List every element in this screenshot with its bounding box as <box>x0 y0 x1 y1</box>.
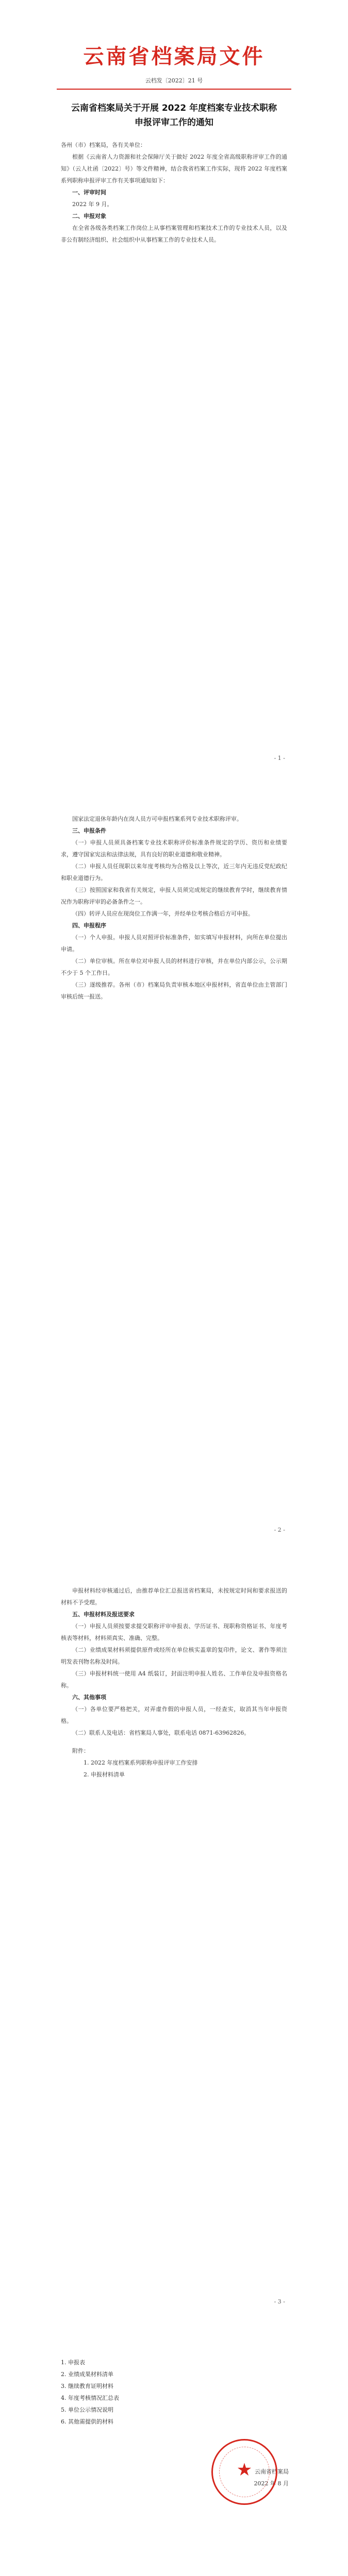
attachment-item: 2. 申报材料清单 <box>84 1771 125 1778</box>
list-item: （一）申报人员须具备档案专业技术职称评价标准条件规定的学历、资历和业绩要求，遵守国家宪法和法律法规，具有良好的职业道德和敬业精神。 <box>61 839 287 858</box>
page-1 <box>0 0 348 772</box>
red-separator-line <box>57 89 291 90</box>
list-item: （三）逐级推荐。各州（市）档案局负责审核本地区申报材料，省直单位由主管部门审核后统一报送。 <box>61 981 287 1000</box>
list-item: （二）业绩成果材料须提供原件或经所在单位核实盖章的复印件，论文、著作等须注明发表刊物名称及时间。 <box>61 1647 287 1665</box>
list-item: 4. 年度考核情况汇总表 <box>61 2395 119 2401</box>
page-2 <box>0 772 348 1544</box>
section-heading: 五、申报材料及报送要求 <box>72 1611 135 1618</box>
section-heading: 三、申报条件 <box>72 827 106 834</box>
salutation: 各州（市）档案局，各有关单位： <box>61 142 146 148</box>
section-heading: 二、申报对象 <box>72 213 106 219</box>
page-3 <box>0 1544 348 2316</box>
list-item: （二）单位审核。所在单位对申报人员的材料进行审核，并在单位内部公示，公示期不少于 5 个工作日。 <box>61 958 287 976</box>
page-number: - 1 - <box>274 755 285 761</box>
paragraph: 国家法定退休年龄内在岗人员方可申报档案系列专业技术职称评审。 <box>72 816 242 822</box>
list-item: （二）申报人员任现职以来年度考核均为合格及以上等次，近三年内无违反党纪政纪和职业道德行为。 <box>61 863 287 882</box>
list-item: 2. 业绩成果材料清单 <box>61 2371 113 2378</box>
masthead: 云南省档案局文件 <box>83 44 265 69</box>
list-item: 6. 其他需提供的材料 <box>61 2418 113 2425</box>
list-item: （二）联系人及电话：省档案局人事处，联系电话 0871-63962826。 <box>72 1730 250 1736</box>
list-item: 5. 单位公示情况说明 <box>61 2406 113 2413</box>
paragraph: 申报材料经审核通过后，由推荐单位汇总报送省档案局，未按规定时间和要求报送的材料不予受理。 <box>61 1587 287 1606</box>
document-number: 云档发〔2022〕21 号 <box>145 77 203 84</box>
attachments-label: 附件： <box>72 1748 89 1754</box>
issue-date: 2022 年 8 月 <box>254 2480 289 2487</box>
attachment-item: 1. 2022 年度档案系列职称申报评审工作安排 <box>84 1759 198 1766</box>
section-heading: 四、申报程序 <box>72 922 106 929</box>
list-item: （四）转评人员应在现岗位工作满一年，并经单位考核合格后方可申报。 <box>72 910 254 917</box>
list-item: （三）按照国家和我省有关规定，申报人员须完成规定的继续教育学时，继续教育情况作为职称评审的必备条件之一。 <box>61 887 287 905</box>
page-number: - 2 - <box>274 1527 285 1533</box>
document-title: 云南省档案局关于开展 2022 年度档案专业技术职称申报评审工作的通知 <box>71 103 277 128</box>
list-item: （一）个人申报。申报人员对照评价标准条件，如实填写申报材料，向所在单位提出申请。 <box>61 934 287 953</box>
list-item: 1. 申报表 <box>61 2359 85 2366</box>
page-number: - 3 - <box>274 2298 285 2305</box>
section-heading: 六、其他事项 <box>72 1694 106 1701</box>
page-4 <box>0 2315 348 2576</box>
list-item: （一）申报人员须按要求提交职称评审申报表、学历证书、现职称资格证书、年度考核表等材料，材料须真实、准确、完整。 <box>61 1623 287 1641</box>
list-item: （三）申报材料统一使用 A4 纸装订，封面注明申报人姓名、工作单位及申报资格名称。 <box>61 1670 287 1689</box>
paragraph: 2022 年 9 月。 <box>72 201 113 208</box>
intro-paragraph: 根据《云南省人力资源和社会保障厅关于做好 2022 年度全省高级职称评审工作的通知》（云人社函〔2022〕号）等文件精神，结合我省档案工作实际，现将 2022 年度档案系列职称申报评审工作有关事项通知如下： <box>61 154 287 184</box>
list-item: （一）各单位要严格把关，对弄虚作假的申报人员，一经查实，取消其当年申报资格。 <box>61 1706 287 1724</box>
issuer-name: 云南省档案局 <box>255 2468 289 2475</box>
section-heading: 一、评审时间 <box>72 189 106 196</box>
list-item: 3. 继续教育证明材料 <box>61 2383 113 2389</box>
official-seal <box>211 2439 277 2505</box>
star-icon: ★ <box>236 2460 253 2480</box>
paragraph: 在全省各级各类档案工作岗位上从事档案管理和档案技术工作的专业技术人员，以及非公有制经济组织、社会组织中从事档案工作的专业技术人员。 <box>61 225 287 243</box>
